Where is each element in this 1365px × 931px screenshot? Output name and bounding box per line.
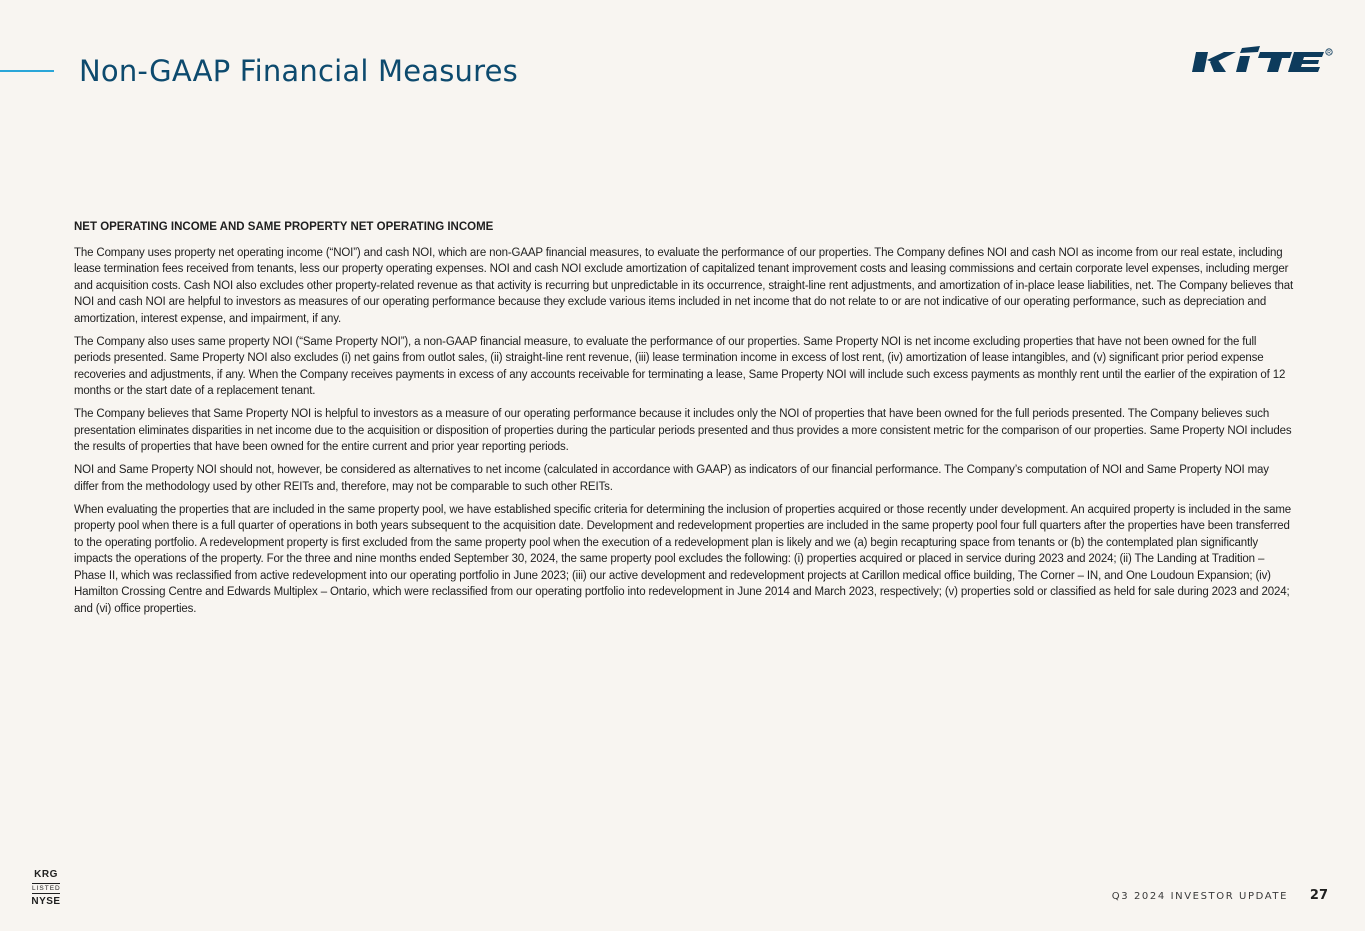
page-number: 27 — [1309, 888, 1328, 903]
kite-logo-icon — [1188, 44, 1333, 76]
kite-logo — [1188, 44, 1333, 76]
paragraph-noi-definition: The Company uses property net operating income (“NOI”) and cash NOI, which are non-GAAP financial measures, to evaluate the performance of our properties. The Company defines NOI and cash NOI as income from our real estate, including lease termination fees received from tenants, less our property operating expenses. NOI and cash NOI exclude amortization of capitalized tenant improvement costs and leasing commissions and certain corporate level expenses, including merger and acquisition costs. Cash NOI also excludes other property-related revenue as that activity is recurring but unpredictable in its occurrence, straight-line rent adjustments, and amortization of in-place lease liabilities, net. The Company believes that NOI and cash NOI are helpful to investors as measures of our operating performance because they exclude various items included in net income that do not relate to or are not indicative of our operating performance, such as depreciation and amortization, interest expense, and impairment, if any. — [74, 246, 1294, 325]
title-accent-line — [0, 70, 54, 72]
badge-ticker: KRG — [34, 869, 58, 880]
paragraph-property-pool-criteria: When evaluating the properties that are included in the same property pool, we have established specific criteria for determining the inclusion of properties acquired or those recently under development. An acquired property is included in the same property pool when there is a full quarter of operations in both years subsequent to the acquisition date. Development and redevelopment properties are included in the same property pool four full quarters after the properties have been transferred to the operating portfolio. A redevelopment property is first excluded from the same property pool when the execution of a redevelopment plan is likely and we (a) begin recapturing space from tenants or (b) the contemplated plan significantly impacts the operations of the property. For the three and nine months ended September 30, 2024, the same property pool excludes the following: (i) properties acquired or placed in service during 2023 and 2024; (ii) The Landing at Tradition – Phase II, which was reclassified from active redevelopment into our operating portfolio in June 2023; (iii) our active development and redevelopment projects at Carillon medical office building, The Corner – IN, and One Loudoun Expansion; (iv) Hamilton Crossing Centre and Edwards Multiplex – Ontario, which were reclassified from our operating portfolio into redevelopment in June 2014 and March 2023, respectively; (v) properties sold or classified as held for sale during 2023 and 2024; and (vi) office properties. — [74, 503, 1292, 615]
nyse-listing-badge — [28, 869, 64, 908]
footer-label: Q3 2024 INVESTOR UPDATE — [1111, 891, 1288, 902]
paragraph-same-property-noi: The Company also uses same property NOI (“Same Property NOI”), a non-GAAP financial measure, to evaluate the performance of our properties. Same Property NOI is net income excluding properties that have not been owned for the full periods presented. Same Property NOI also excludes (i) net gains from outlot sales, (ii) straight-line rent revenue, (iii) lease termination income in excess of lost rent, (iv) amortization of lease intangibles, and (v) significant prior period expense recoveries and adjustments, if any. When the Company receives payments in excess of any accounts receivable for terminating a lease, Same Property NOI will include such excess payments as monthly rent until the earlier of the expiration of 12 months or the start date of a replacement tenant. — [74, 335, 1286, 397]
badge-listed: LISTED — [32, 885, 61, 892]
section-heading: NET OPERATING INCOME AND SAME PROPERTY NET OPERATING INCOME — [74, 221, 494, 233]
paragraph-gaap-disclaimer: NOI and Same Property NOI should not, however, be considered as alternatives to net income (calculated in accordance with GAAP) as indicators of our financial performance. The Company’s computation of NOI and Same Property NOI may differ from the methodology used by other REITs and, therefore, may not be comparable to such other REITs. — [74, 464, 1269, 493]
page-title: Non-GAAP Financial Measures — [79, 54, 518, 88]
badge-exchange: NYSE — [31, 896, 61, 907]
svg-text:R: R — [1327, 50, 1331, 56]
paragraph-same-property-helpfulness: The Company believes that Same Property NOI is helpful to investors as a measure of our operating performance because it includes only the NOI of properties that have been owned for the full periods presented. The Company believes such presentation eliminates disparities in net income due to the acquisition or disposition of properties during the particular periods presented and thus provides a more consistent metric for the comparison of our properties. Same Property NOI includes the results of properties that have been owned for the entire current and prior year reporting periods. — [74, 408, 1292, 453]
non-gaap-content — [74, 219, 1296, 624]
